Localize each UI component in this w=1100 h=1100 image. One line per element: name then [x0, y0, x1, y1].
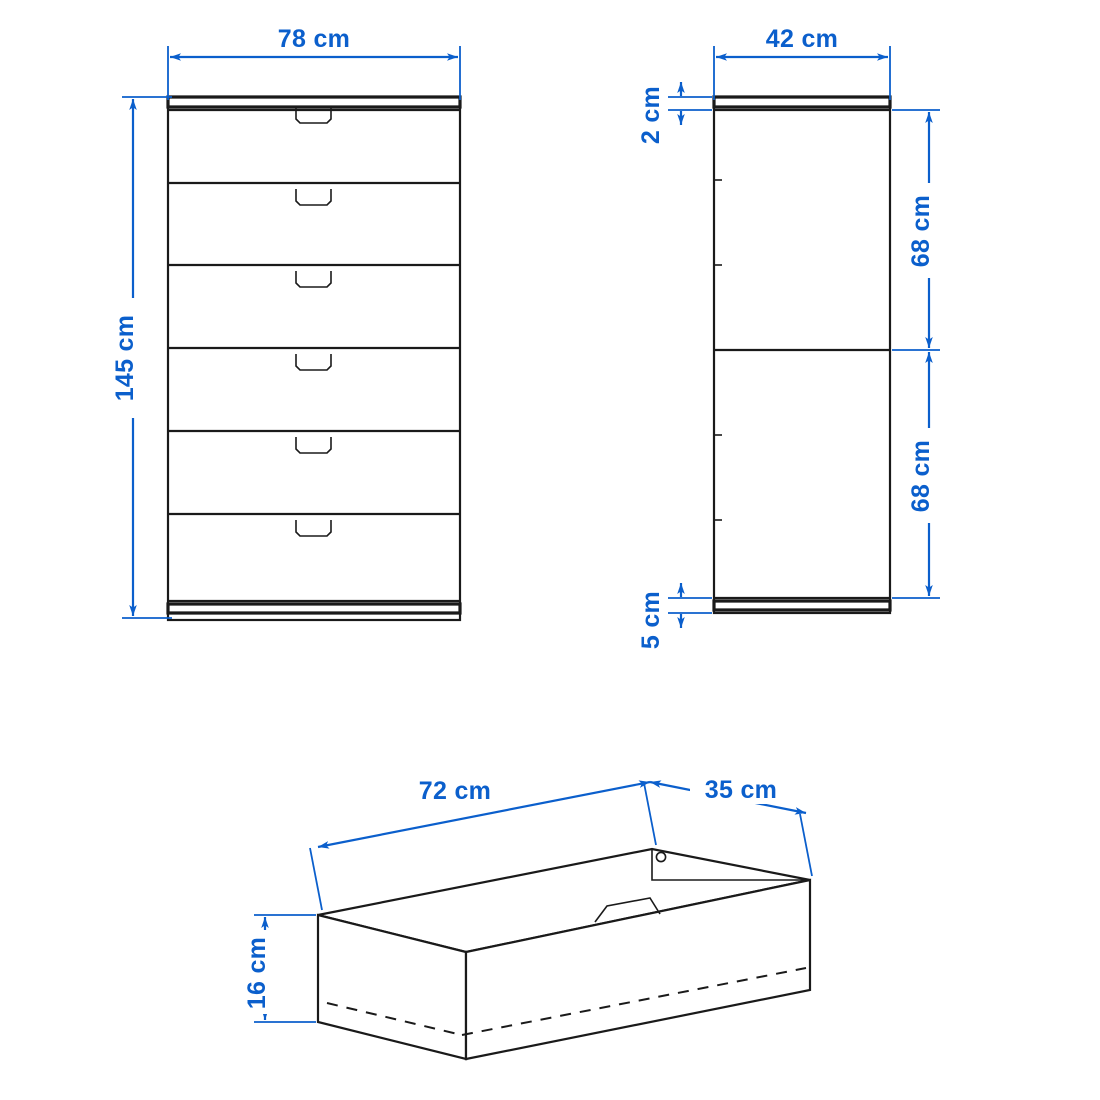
front-height-dimension — [111, 97, 172, 618]
front-plinth-panel — [168, 604, 460, 613]
ext-line — [800, 814, 812, 876]
side-top-gap-label: 2 cm — [637, 85, 665, 145]
side-lower-dimension — [892, 352, 945, 598]
front-height-label: 145 cm — [111, 314, 139, 402]
drawer-view-group — [243, 772, 812, 1059]
side-view-group — [637, 22, 945, 649]
side-depth-dimension — [714, 22, 890, 100]
drawer-height-label: 16 cm — [243, 936, 271, 1010]
front-view-group — [111, 22, 460, 620]
front-width-dimension — [168, 22, 460, 100]
side-plinth-panel — [714, 601, 890, 610]
side-top-panel — [714, 97, 890, 107]
ext-line — [310, 848, 322, 910]
side-upper-label: 68 cm — [907, 194, 935, 268]
drawer-width-label: 72 cm — [418, 777, 492, 805]
front-cabinet-body — [168, 97, 460, 620]
drawer-height-dimension — [243, 915, 316, 1022]
side-cabinet-body — [714, 97, 890, 613]
side-depth-label: 42 cm — [765, 25, 839, 53]
side-upper-dimension — [892, 110, 945, 350]
side-plinth-dimension — [637, 583, 712, 649]
front-width-label: 78 cm — [277, 25, 351, 53]
ext-line — [644, 783, 656, 845]
front-top-panel — [168, 97, 460, 107]
side-plinth-label: 5 cm — [637, 590, 665, 650]
side-lower-label: 68 cm — [907, 439, 935, 513]
drawer-depth-label: 35 cm — [704, 776, 778, 804]
side-top-gap-dimension — [637, 82, 712, 144]
